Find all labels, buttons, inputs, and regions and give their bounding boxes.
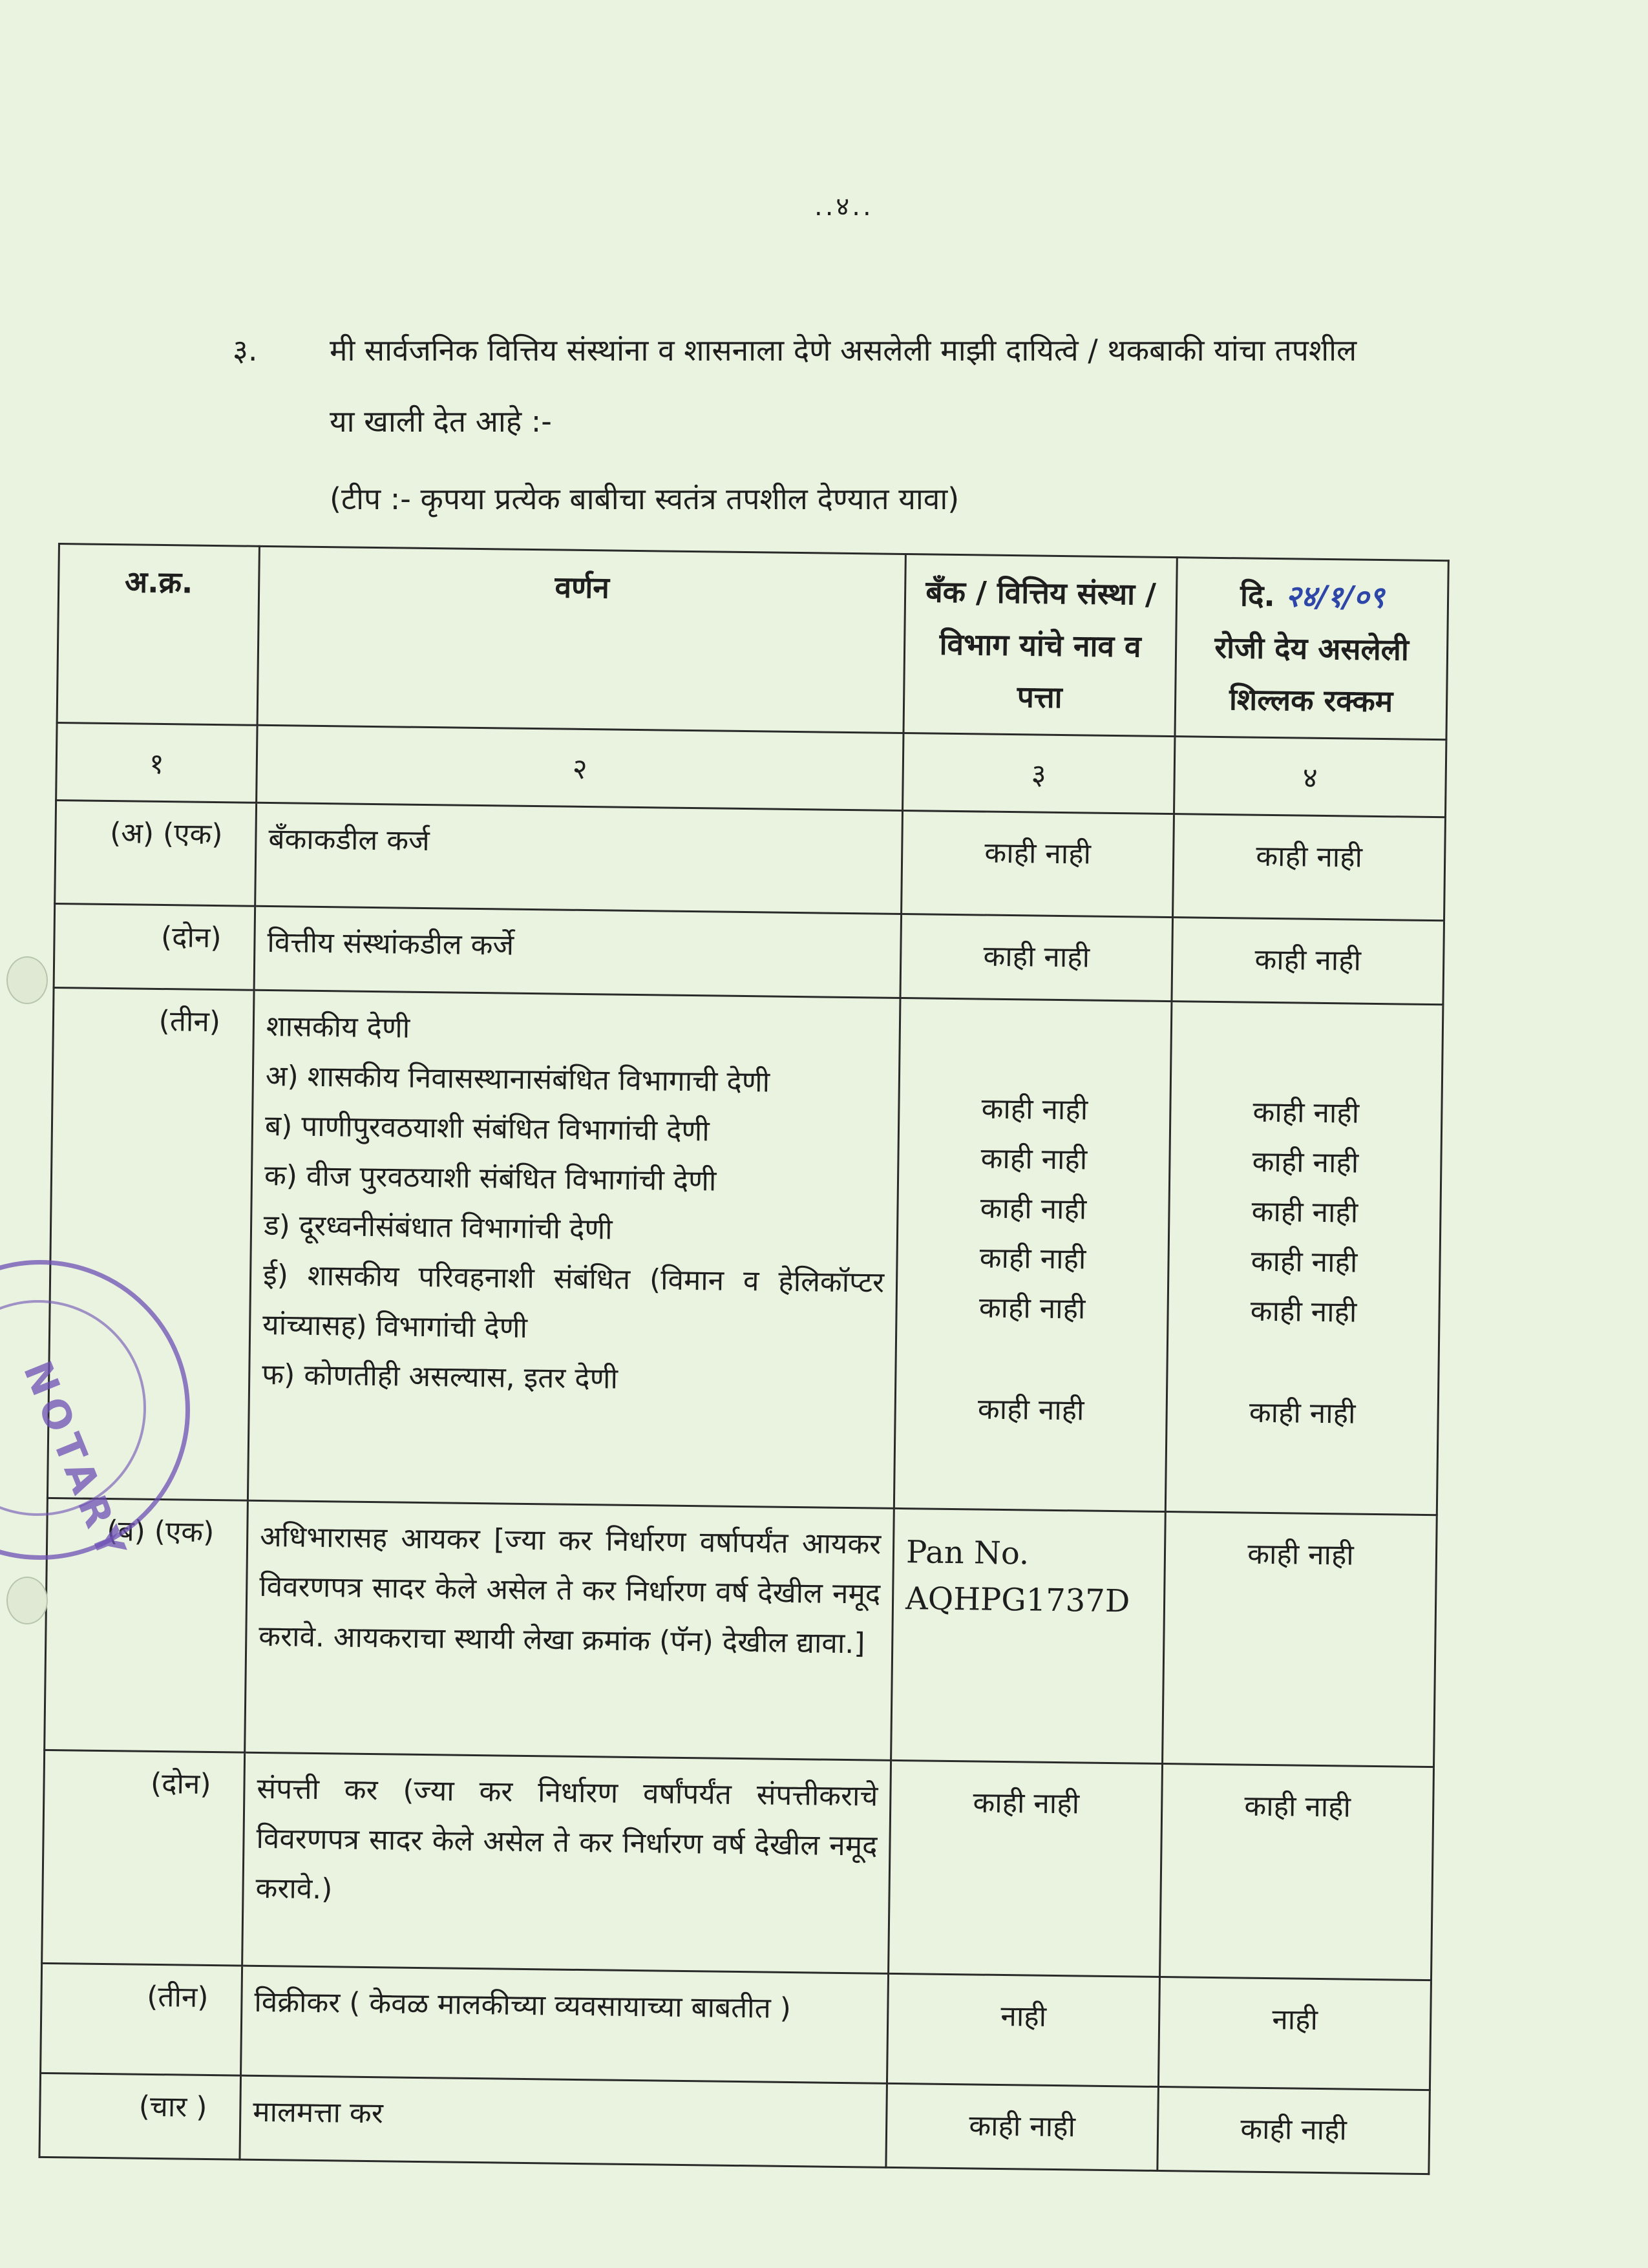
row-amount: काही नाही	[1163, 1511, 1437, 1767]
row-bank: काही नाही	[886, 2083, 1159, 2170]
row-description: बँकाकडील कर्ज	[255, 803, 903, 914]
govt-dues-item: क) वीज पुरवठयाशी संबंधित विभागांची देणी	[264, 1159, 717, 1198]
govt-dues-bank: काही नाही	[980, 1142, 1088, 1177]
index-cell: २	[257, 725, 903, 810]
row-description: मालमत्ता कर	[240, 2075, 887, 2167]
row-description	[248, 990, 900, 1508]
row-label: (चार )	[39, 2073, 241, 2159]
govt-dues-bank: काही नाही	[981, 1092, 1088, 1127]
header-amount-label: रोजी देय असलेली शिल्लक रक्कम	[1214, 629, 1410, 719]
header-serial: अ.क्र.	[57, 544, 259, 725]
row-label: (अ) (एक)	[55, 800, 257, 906]
row-description: संपत्ती कर (ज्या कर निर्धारण वर्षांपर्यंत संपत्तीकराचे विवरणपत्र सादर केले असेल ते कर निर्धारण वर्ष देखील नमूद करावे.)	[242, 1752, 891, 1973]
table-row	[55, 800, 1446, 920]
index-cell: १	[56, 722, 257, 803]
header-bank: बँक / वित्तिय संस्था / विभाग यांचे नाव व पत्ता	[903, 554, 1177, 737]
row-amount: काही नाही	[1173, 814, 1446, 920]
table-row	[41, 1963, 1431, 2090]
row-amount	[1165, 1001, 1443, 1515]
govt-dues-bank: काही नाही	[979, 1241, 1086, 1276]
govt-dues-bank: काही नाही	[980, 1192, 1087, 1226]
row-label: (दोन)	[54, 903, 255, 990]
header-date-handwritten: २४/१/०९	[1285, 578, 1385, 615]
section-number: ३.	[233, 333, 258, 368]
header-date-prefix: दि.	[1240, 578, 1276, 614]
liabilities-table	[38, 543, 1449, 2175]
govt-dues-item: ड) दूरध्वनीसंबंधात विभागांची देणी	[263, 1208, 613, 1246]
table-row	[47, 987, 1442, 1515]
table-header-row	[57, 544, 1448, 740]
govt-dues-amount: काही नाही	[1251, 1195, 1358, 1230]
punch-hole	[6, 956, 48, 1004]
row-label: (ब) (एक)	[45, 1498, 248, 1752]
govt-dues-item: फ) कोणतीही असल्यास, इतर देणी	[261, 1358, 618, 1396]
govt-dues-title: शासकीय देणी	[266, 1009, 410, 1045]
table-row	[39, 2073, 1430, 2174]
row-bank: काही नाही	[900, 914, 1173, 1001]
row-label: (तीन)	[41, 1963, 242, 2075]
table-row	[45, 1498, 1437, 1767]
index-cell: ३	[903, 733, 1175, 814]
header-description: वर्णन	[257, 546, 905, 733]
row-bank: काही नाही	[902, 810, 1174, 917]
row-amount: काही नाही	[1160, 1763, 1434, 1980]
govt-dues-item: ब) पाणीपुरवठयाशी संबंधित विभागांची देणी	[264, 1109, 710, 1148]
govt-dues-item: अ) शासकीय निवासस्थानासंबंधित विभागाची देणी	[265, 1059, 770, 1099]
punch-hole	[6, 1577, 48, 1624]
govt-dues-amount: काही नाही	[1252, 1095, 1360, 1130]
row-description: वित्तीय संस्थांकडील कर्जे	[254, 906, 902, 998]
govt-dues-amount: काही नाही	[1252, 1145, 1359, 1180]
govt-dues-bank: काही नाही	[978, 1290, 1086, 1326]
intro-line-2: या खाली देत आहे :-	[330, 404, 552, 439]
govt-dues-item: ई) शासकीय परिवहनाशी संबंधित (विमान व हेलिकॉप्टर यांच्यासह) विभागांची देणी	[262, 1258, 885, 1345]
index-cell: ४	[1174, 736, 1446, 817]
row-amount: नाही	[1158, 1977, 1431, 2090]
intro-line-1: मी सार्वजनिक वित्तिय संस्थांना व शासनाला देणे असलेली माझी दायित्वे / थकबाकी यांचा तपशील	[330, 333, 1357, 368]
row-bank: काही नाही	[889, 1760, 1163, 1977]
pan-number: AQHPG1737D	[905, 1580, 1130, 1619]
row-amount: काही नाही	[1157, 2086, 1430, 2174]
row-bank	[894, 998, 1172, 1511]
row-bank	[891, 1508, 1166, 1763]
govt-dues-amount: काही नाही	[1251, 1244, 1358, 1279]
row-label: (तीन)	[47, 987, 254, 1500]
header-amount	[1175, 558, 1448, 740]
row-label: (दोन)	[42, 1750, 245, 1966]
row-description: अधिभारासह आयकर [ज्या कर निर्धारण वर्षापर्यंत आयकर विवरणपत्र सादर केले असेल ते कर निर्धारण वर्ष देखील नमूद करावे. आयकराचा स्थायी लेखा क्रमांक (पॅन) देखील द्यावा.]	[245, 1500, 894, 1760]
pan-label: Pan No.	[905, 1533, 1030, 1571]
page-number: ..४..	[814, 192, 874, 222]
govt-dues-amount: काही नाही	[1249, 1396, 1356, 1431]
row-description: विक्रीकर ( केवळ मालकीच्या व्यवसायाच्या बाबतीत )	[241, 1966, 889, 2083]
table-row	[54, 903, 1444, 1004]
govt-dues-amount: काही नाही	[1250, 1294, 1357, 1329]
row-bank: नाही	[887, 1973, 1159, 2086]
row-amount: काही नाही	[1172, 917, 1444, 1004]
notary-stamp-text: NOTARY	[14, 1355, 136, 1570]
table-row	[42, 1750, 1434, 1980]
govt-dues-bank: काही नाही	[977, 1392, 1084, 1427]
intro-note: (टीप :- कृपया प्रत्येक बाबीचा स्वतंत्र तपशील देण्यात यावा)	[330, 481, 960, 516]
